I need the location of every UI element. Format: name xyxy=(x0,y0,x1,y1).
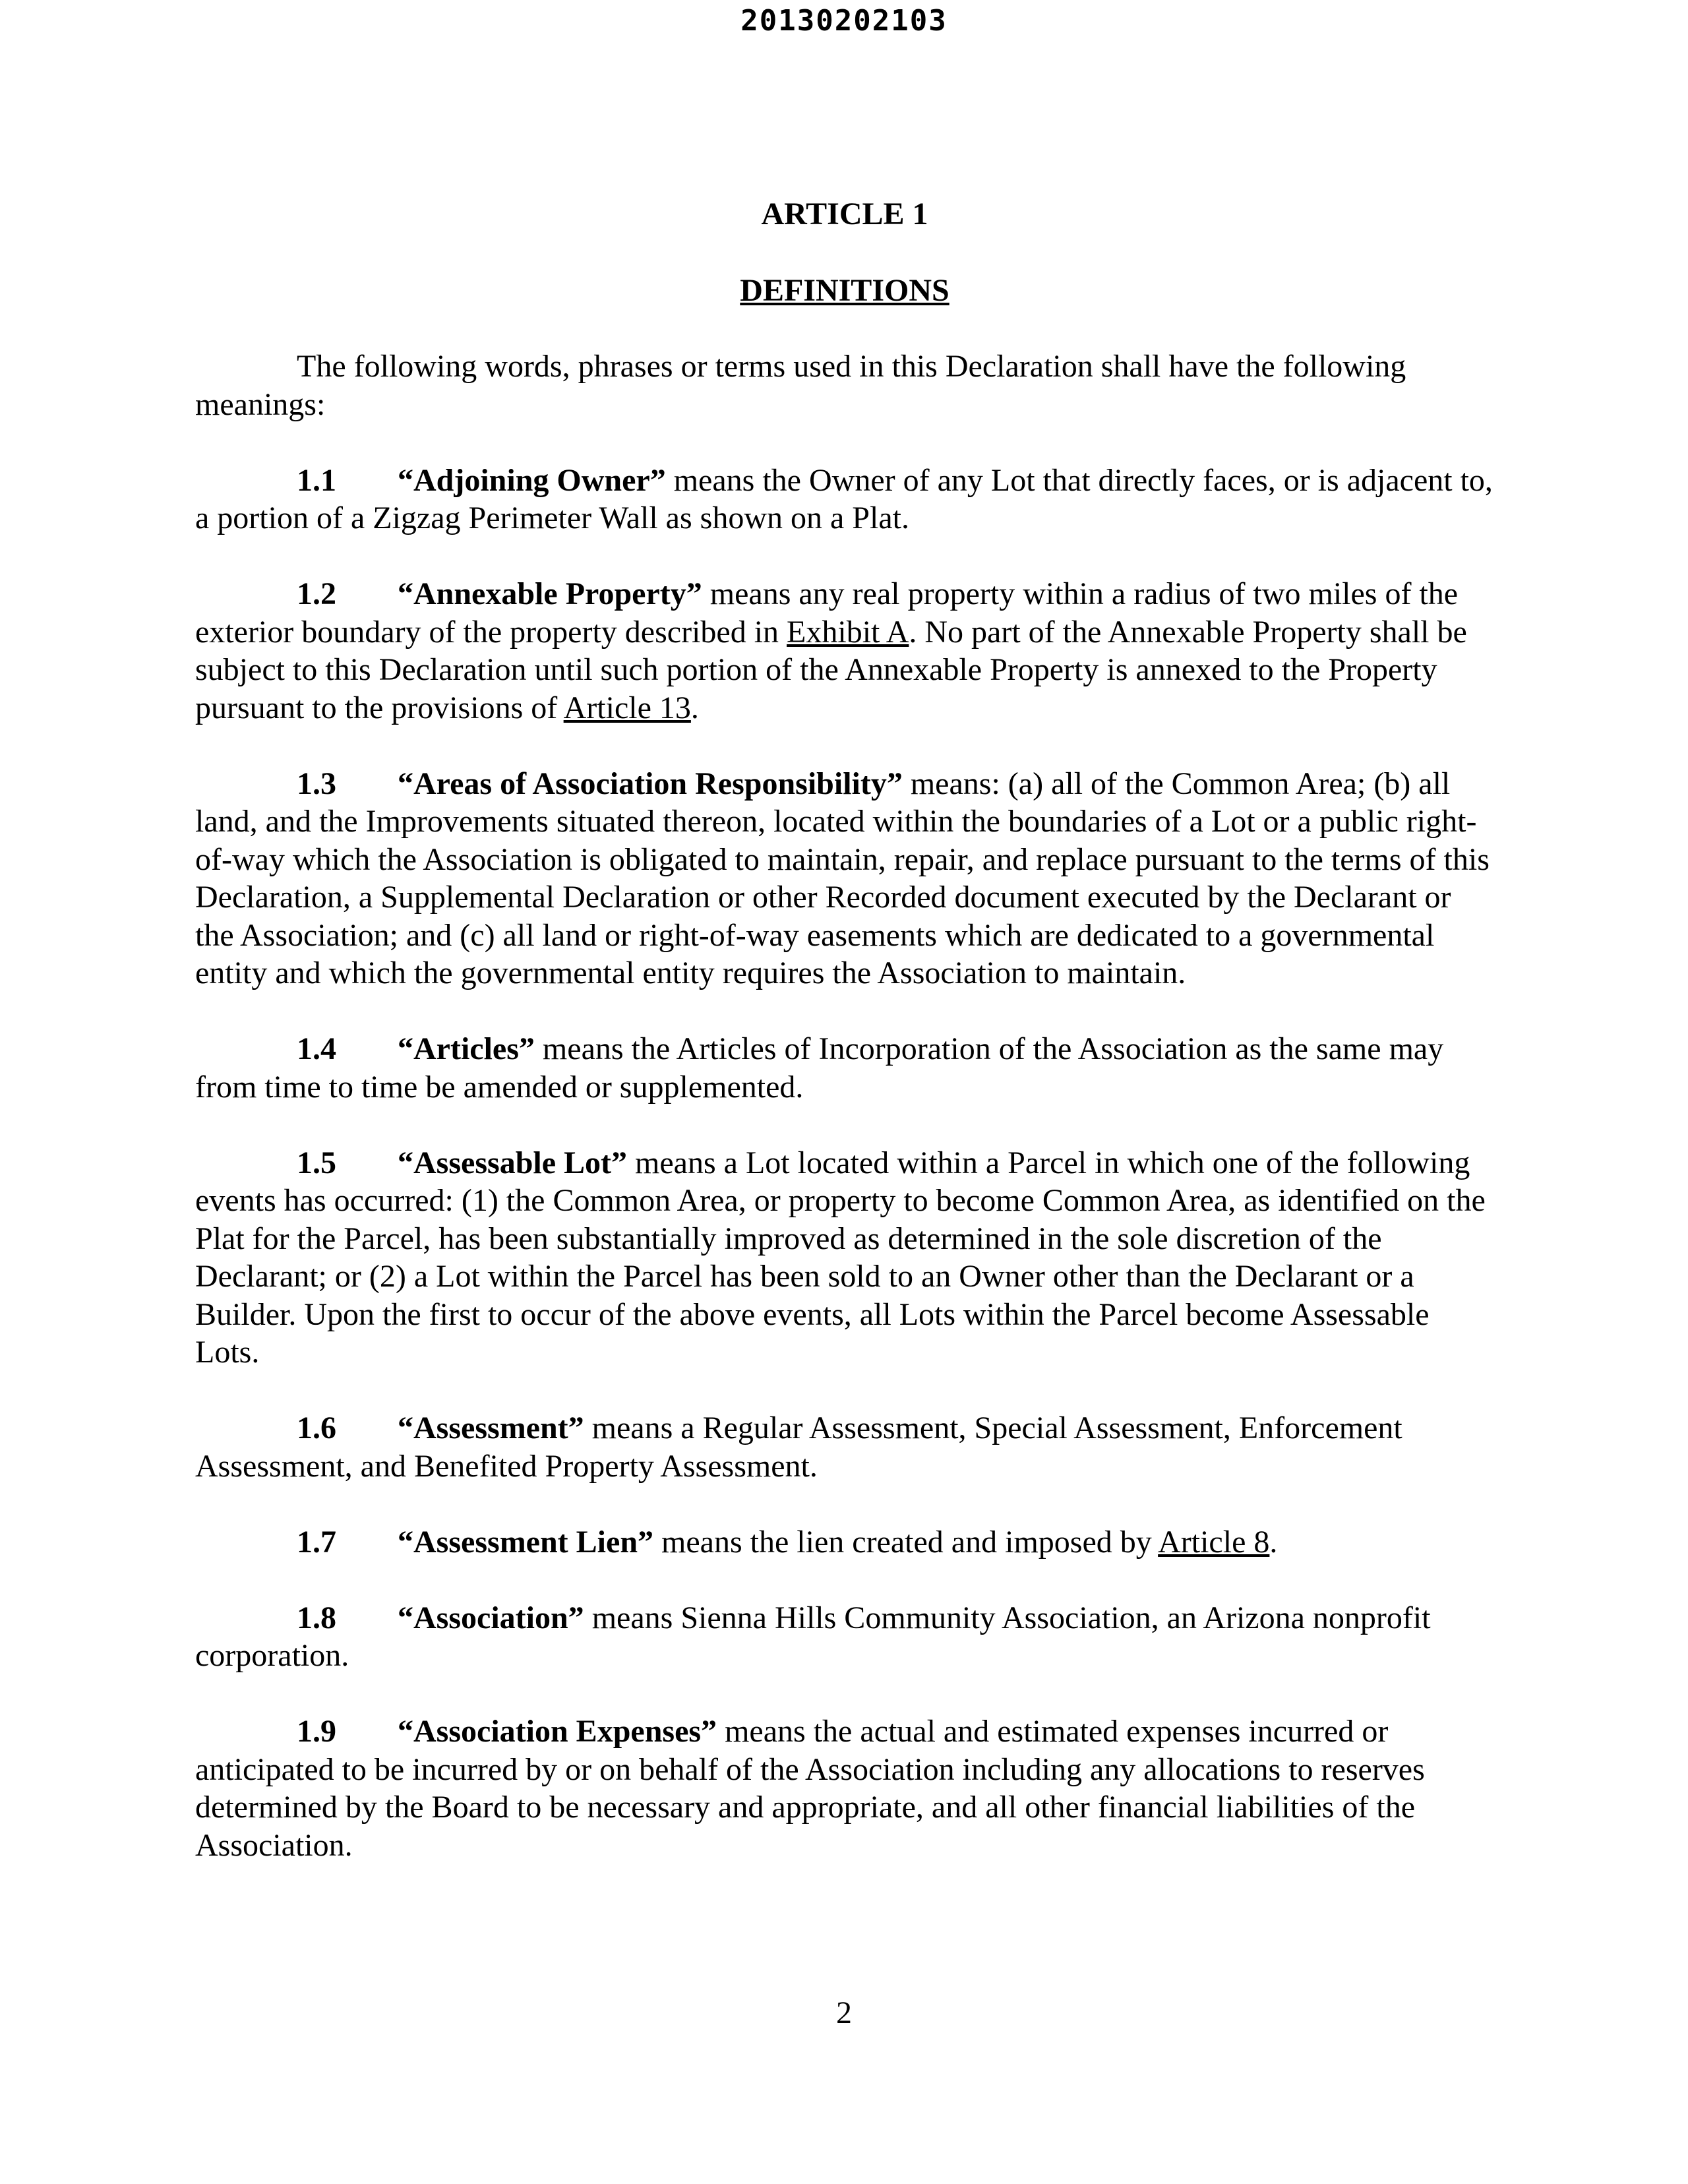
definition-1-6 xyxy=(195,1409,1494,1485)
definition-number: 1.7 xyxy=(297,1524,336,1560)
definition-term: “Areas of Association Responsibility” xyxy=(398,766,903,801)
definition-term: “Association” xyxy=(398,1600,584,1635)
definition-number: 1.8 xyxy=(297,1600,336,1635)
definition-1-7 xyxy=(195,1523,1494,1562)
definition-number: 1.1 xyxy=(297,462,336,498)
definition-text: means the Articles of Incorporation of the Association as the same may from time to time be amended or supplemented. xyxy=(195,1031,1444,1105)
definition-term: “Assessment” xyxy=(398,1410,584,1445)
definition-1-9 xyxy=(195,1713,1494,1864)
definition-term: “Articles” xyxy=(398,1031,535,1066)
article-title: ARTICLE 1 xyxy=(761,197,928,231)
definition-term: “Adjoining Owner” xyxy=(398,462,666,498)
definition-number: 1.9 xyxy=(297,1714,336,1749)
exhibit-a-reference: Exhibit A xyxy=(787,614,909,650)
article-8-reference: Article 8 xyxy=(1158,1524,1270,1560)
definition-number: 1.2 xyxy=(297,576,336,611)
intro-paragraph: The following words, phrases or terms used in this Declaration shall have the following meanings: xyxy=(195,349,1406,422)
definition-1-1 xyxy=(195,462,1494,537)
page-number: 2 xyxy=(836,1995,852,2030)
definition-text: means a Lot located within a Parcel in which one of the following events has occurred: (1) the Common Area, or property to become Common Area, as identified on the Plat for the Parcel, has been substantially improved as determined in the sole discretion of the Declarant; or (2) a Lot within the Parcel has been sold to an Owner other than the Declarant or a Builder. Upon the first to occur of the above events, all Lots within the Parcel become Assessable Lots. xyxy=(195,1145,1486,1370)
definition-1-2 xyxy=(195,575,1494,727)
definition-1-4 xyxy=(195,1030,1494,1106)
definition-text: means any real property within a radius of two miles of the exterior boundary of the property described in xyxy=(195,576,1459,650)
definition-term: “Assessment Lien” xyxy=(398,1524,654,1560)
definition-number: 1.4 xyxy=(297,1031,336,1066)
definition-text: means the Owner of any Lot that directly faces, or is adjacent to, a portion of a Zigzag Perimeter Wall as shown on a Plat. xyxy=(195,462,1493,535)
definition-number: 1.6 xyxy=(297,1410,336,1445)
definition-text: means a Regular Assessment, Special Assessment, Enforcement Assessment, and Benefited Property Assessment. xyxy=(195,1410,1402,1484)
definition-text: means: (a) all of the Common Area; (b) all land, and the Improvements situated thereon, located within the boundaries of a Lot or a public right-of-way which the Association is obligated to maintain, repair, and replace pursuant to the terms of this Declaration, a Supplemental Declaration or other Recorded document executed by the Declarant or the Association; and (c) all land or right-of-way easements which are dedicated to a governmental entity and which the governmental entity requires the Association to maintain. xyxy=(195,766,1490,990)
article-13-reference: Article 13 xyxy=(563,690,691,725)
definition-1-8 xyxy=(195,1599,1494,1675)
definition-1-3 xyxy=(195,765,1494,992)
definition-text: means the lien created and imposed by xyxy=(653,1524,1159,1560)
definition-term: “Annexable Property” xyxy=(398,576,702,611)
recording-number: 20130202103 xyxy=(740,4,948,38)
definition-number: 1.3 xyxy=(297,766,336,801)
article-subtitle: DEFINITIONS xyxy=(740,272,950,308)
definition-number: 1.5 xyxy=(297,1145,336,1180)
definition-1-5 xyxy=(195,1144,1494,1372)
definition-term: “Association Expenses” xyxy=(398,1714,717,1749)
definition-text: means Sienna Hills Community Association, an Arizona nonprofit corporation. xyxy=(195,1600,1431,1673)
definition-text: . xyxy=(1269,1524,1278,1560)
document-body xyxy=(195,195,1494,1902)
definition-text: . xyxy=(690,690,699,725)
definition-text: means the actual and estimated expenses incurred or anticipated to be incurred by or on behalf of the Association including any allocations to reserves determined by the Board to be necessary and appropriate, and all other financial liabilities of the Association. xyxy=(195,1714,1425,1863)
definition-term: “Assessable Lot” xyxy=(398,1145,628,1180)
definition-text: . No part of the Annexable Property shall be subject to this Declaration until such portion of the Annexable Property is annexed to the Property pursuant to the provisions of xyxy=(195,614,1467,725)
